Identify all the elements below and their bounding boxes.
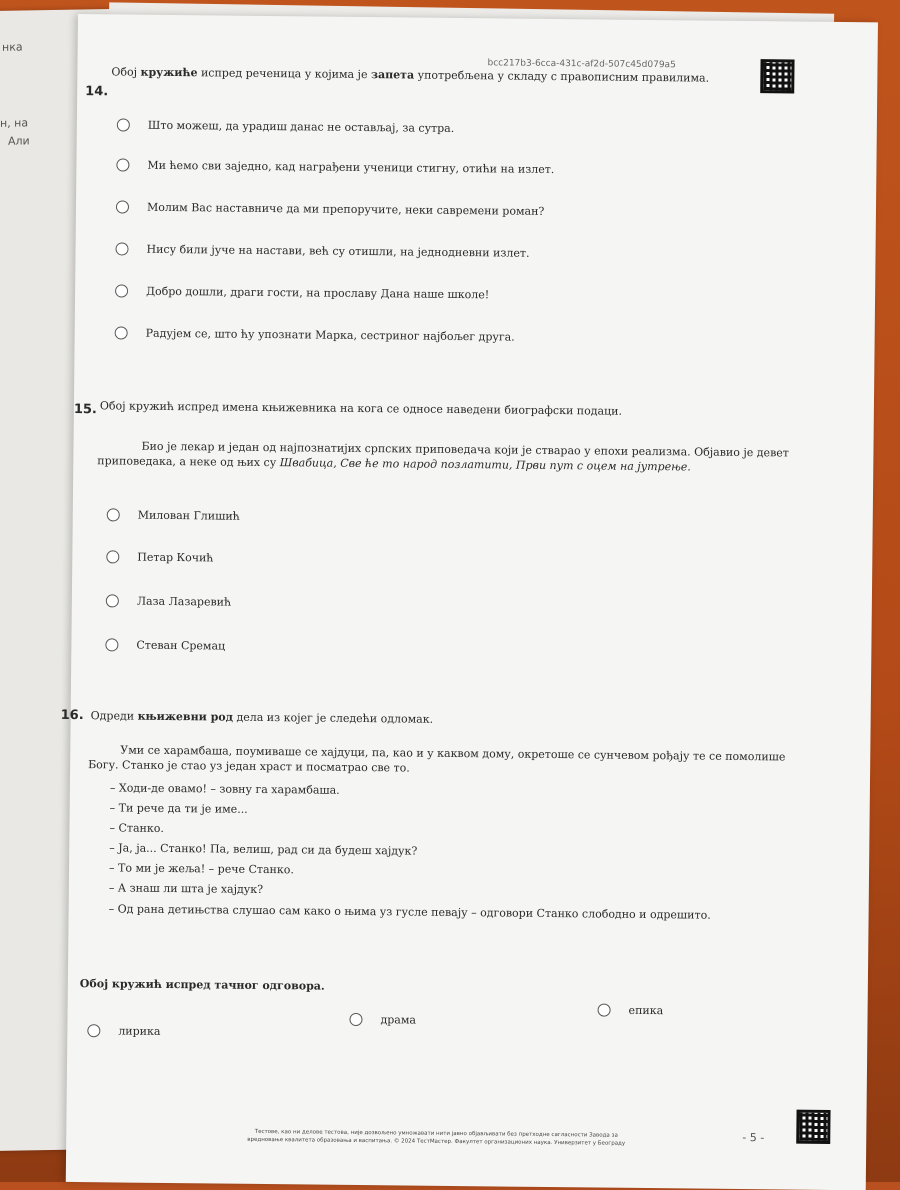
test-page (60, 14, 878, 1190)
q15-option[interactable]: Милован Глишић (107, 508, 240, 522)
page-number: - 5 - (742, 1131, 765, 1145)
q16-instruction: Обој кружић испред тачног одговора. (79, 977, 325, 993)
radio-circle-icon[interactable] (115, 242, 128, 255)
dialogue-line: – Ходи-де овамо! – зовну га харамбаша. (109, 781, 340, 797)
q14-option[interactable]: Радујем се, што ћу упознати Марка, сестриног најбољег друга. (115, 326, 515, 343)
dialogue-line: – А знаш ли шта је хајдук? (108, 881, 264, 896)
radio-circle-icon[interactable] (598, 1003, 611, 1016)
radio-circle-icon[interactable] (115, 284, 128, 297)
q16-option-epic[interactable]: епика (598, 1003, 664, 1017)
q14-option[interactable]: Молим Вас наставниче да ми препоручите, неки савремени роман? (116, 200, 545, 217)
q14-option[interactable]: Нису били јуче на настави, већ су отишли, на једнодневни излет. (115, 242, 529, 259)
q14-option[interactable]: Ми ћемо сви заједно, кад награђени ученици стигну, отићи на излет. (116, 158, 554, 176)
radio-circle-icon[interactable] (116, 200, 129, 213)
radio-circle-icon[interactable] (116, 158, 129, 171)
radio-circle-icon[interactable] (106, 550, 119, 563)
question-16-text: Одреди књижевни род дела из којег је следећи одломак. (90, 709, 434, 726)
radio-circle-icon[interactable] (115, 326, 128, 339)
radio-circle-icon[interactable] (117, 118, 130, 131)
q15-option[interactable]: Лаза Лазаревић (106, 594, 231, 608)
dialogue-line: – Ти рече да ти је име... (109, 801, 248, 816)
qr-code-bottom (796, 1110, 830, 1144)
copyright-footer: Тестове, као ни делове тестова, није дозвољено умножавати нити јавно објављивати без претходне сагласности Завода за вредновање квалитета образовања и васпитања. © 2024 ТестМастер. Факултет организационих наука. Универзитет у Београду (247, 1128, 626, 1147)
q16-passage: Уми се харамбаша, поумиваше се хајдуци, па, као и у каквом дому, окретоше се сунчевом рођају те се помолише Богу. Станко је стао уз један храст и посматрао све то. (88, 743, 786, 775)
left-page-fragment: н, на (0, 116, 29, 130)
left-page-fragment: Али (8, 134, 30, 148)
q15-biography: Био је лекар и један од најпознатијих српских приповедача који је стварао у епохи реализма. Објавио је девет приповедака, а неке од њих су Швабица, Све ће то народ позлатити, Први пут с оцем на јутрење. (97, 439, 789, 474)
q16-option-drama[interactable]: драма (349, 1013, 416, 1027)
left-page-fragment: нка (2, 40, 23, 54)
question-16-number: 16. (60, 707, 84, 724)
radio-circle-icon[interactable] (105, 638, 118, 651)
q14-option[interactable]: Добро дошли, драги гости, на прославу Дана наше школе! (115, 284, 489, 301)
radio-circle-icon[interactable] (106, 594, 119, 607)
radio-circle-icon[interactable] (87, 1024, 100, 1037)
q15-option[interactable]: Петар Кочић (106, 550, 213, 564)
document-id: bcc217b3-6cca-431c-af2d-507c45d079a5 (487, 58, 676, 71)
question-15-text: Обој кружић испред имена књижевника на кога се односе наведени биографски подаци. (99, 399, 623, 418)
dialogue-line: – То ми је жеља! – рече Станко. (108, 861, 294, 877)
radio-circle-icon[interactable] (349, 1013, 362, 1026)
radio-circle-icon[interactable] (107, 508, 120, 521)
q15-option[interactable]: Стеван Сремац (105, 638, 225, 652)
dialogue-line: – Станко. (109, 821, 164, 835)
q16-dialogue (109, 778, 770, 923)
qr-code-top (760, 59, 794, 93)
q14-option[interactable]: Што можеш, да урадиш данас не остављај, за сутра. (117, 118, 455, 135)
q16-option-lyric[interactable]: лирика (87, 1024, 160, 1038)
question-14-number: 14. (85, 84, 109, 100)
question-15-number: 15. (73, 401, 97, 418)
dialogue-line: – Од рана детињства слушао сам како о њима уз гусле певају – одговори Станко слободно и одрешито. (108, 902, 711, 922)
dialogue-line: – Ја, ја... Станко! Па, велиш, рад си да будеш хајдук? (109, 841, 418, 858)
question-14-text: Обој кружиће испред реченица у којима је запета употребљена у складу с правописним правилима. (111, 65, 710, 85)
